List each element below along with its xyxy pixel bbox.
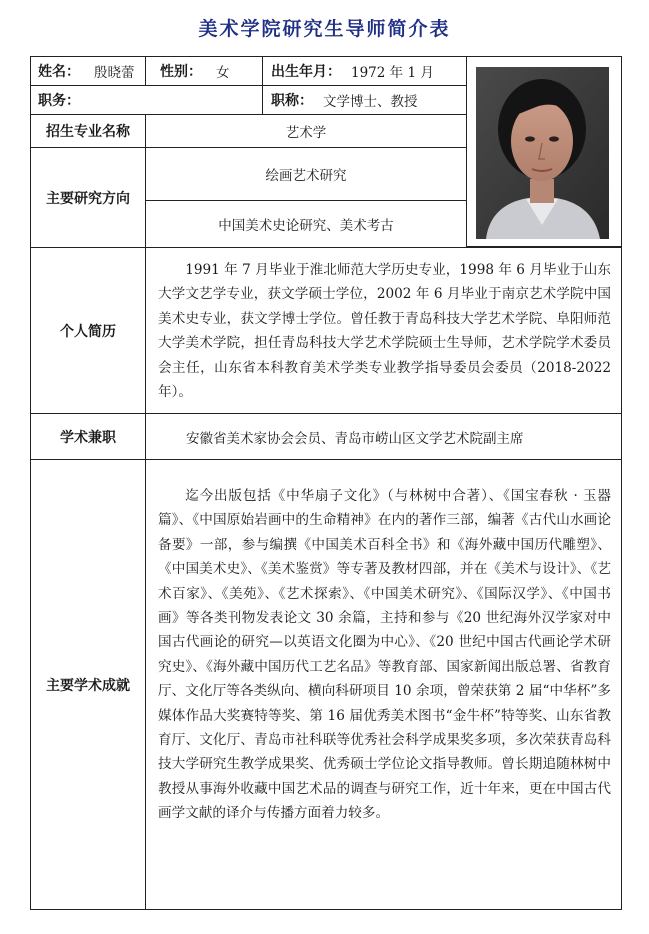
name-value: 殷晓蕾 xyxy=(94,65,135,81)
academic-roles-label: 学术兼职 xyxy=(30,413,146,460)
title-label: 职称： xyxy=(271,93,313,109)
enrollment-value: 艺术学 xyxy=(145,114,467,148)
position-label: 职务： xyxy=(38,93,80,109)
birth-label: 出生年月： xyxy=(271,64,341,80)
bio-text: 1991 年 7 月毕业于淮北师范大学历史专业，1998 年 6 月毕业于山东大学文艺学专业，获文学硕士学位，2002 年 6 月毕业于南京艺术学院中国美术史专业，获文学博士学位。曾任教于青岛科技大学艺术学院、阜阳师范大学美术学院，担任青岛科技大学艺术学院硕士生导师，艺术学院学术委员会主任，山东省本科教育美术学类专业教学指导委员会委员（2018-2022 年）。 xyxy=(158,262,611,401)
bio-cell xyxy=(145,247,622,414)
title-cell xyxy=(262,85,467,115)
title-value: 文学博士、教授 xyxy=(323,94,418,110)
gender-cell xyxy=(145,56,263,86)
birth-cell xyxy=(262,56,467,86)
bio-label: 个人简历 xyxy=(30,247,146,414)
academic-roles-value: 安徽省美术家协会会员、青岛市崂山区文学艺术院副主席 xyxy=(145,413,622,460)
name-label: 姓名： xyxy=(38,64,80,80)
research-item: 中国美术史论研究、美术考古 xyxy=(145,200,467,248)
research-item: 绘画艺术研究 xyxy=(145,147,467,201)
enrollment-label: 招生专业名称 xyxy=(30,114,146,148)
achievements-label: 主要学术成就 xyxy=(30,459,146,910)
gender-label: 性别： xyxy=(160,64,202,80)
research-label: 主要研究方向 xyxy=(30,147,146,248)
birth-value: 1972 年 1 月 xyxy=(351,65,434,81)
name-cell xyxy=(30,56,146,86)
document-title: 美术学院研究生导师简介表 xyxy=(198,18,451,40)
achievements-cell xyxy=(145,459,622,910)
gender-value: 女 xyxy=(216,65,230,81)
portrait-photo xyxy=(476,67,609,239)
position-cell xyxy=(30,85,263,115)
achievements-text: 迄今出版包括《中华扇子文化》（与林树中合著）、《国宝春秋 · 玉器篇》、《中国原始岩画中的生命精神》在内的著作三部，编著《古代山水画论备要》一部，参与编撰《中国美术百科全书》和《海外藏中国历代雕塑》、《中国美术史》、《美术鉴赏》等专著及教材四部，并在《美术与设计》、《艺术百家》、《美苑》、《艺术探索》、《中国美术研究》、《国际汉学》、《中国书画》等各类刊物发表论文 30 余篇，主持和参与《20 世纪海外汉学家对中国古代画论的研究—以英语文化圈为中心》、《20 世纪中国古代画论学术研究史》、《海外藏中国历代工艺名品》等教育部、国家新闻出版总署、省教育厅、文化厅等各类纵向、横向科研项目 10 余项，曾荣获第 2 届“中华杯”多媒体作品大奖赛特等奖、第 16 届优秀美术图书“金牛杯”特等奖、山东省教育厅、文化厅、青岛市社科联等优秀社会科学成果奖多项，多次荣获青岛科技大学研究生教学成果奖、优秀硕士学位论文指导教师。曾长期追随林树中教授从事海外收藏中国艺术品的调查与研究工作，近十年来，更在中国古代画学文献的译介与传播方面着力较多。 xyxy=(158,488,611,822)
